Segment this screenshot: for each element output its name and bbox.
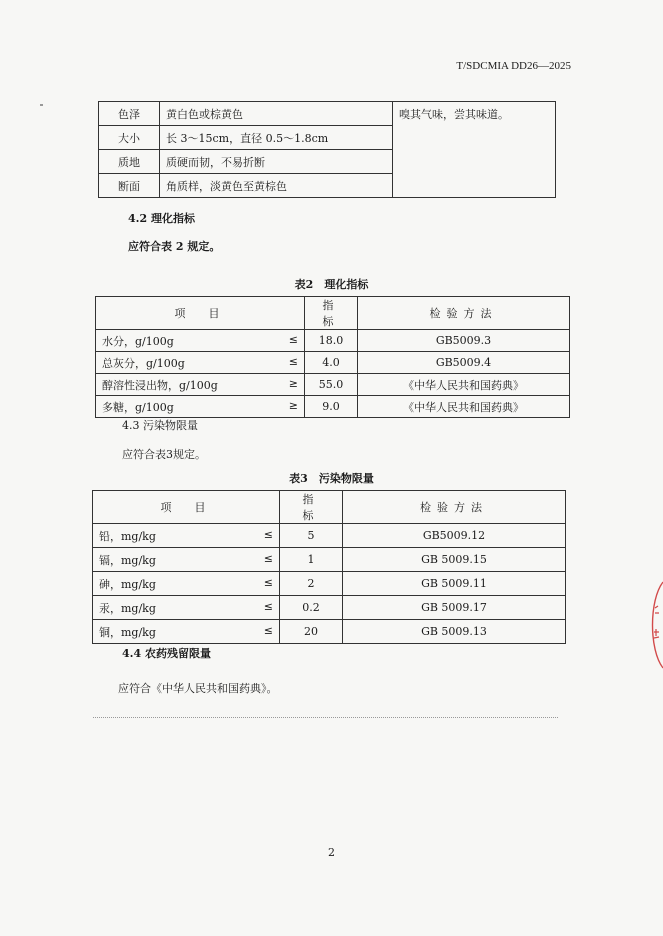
- inspection-note: 嗅其气味，尝其味道。: [393, 102, 556, 198]
- table-row: [93, 548, 566, 572]
- item-cell: [96, 352, 305, 374]
- limit-value: 18.0: [305, 330, 358, 352]
- item-cell: [93, 620, 280, 644]
- operator: ≤: [288, 354, 298, 368]
- header-method: 检验方法: [358, 297, 570, 330]
- attribute-label: 断面: [99, 174, 160, 198]
- contaminant-table: [92, 490, 566, 644]
- physicochemical-table: [95, 296, 570, 418]
- section-text-4-3: 应符合表3规定。: [122, 448, 206, 461]
- limit-value: 20: [280, 620, 343, 644]
- scan-speck: [40, 104, 43, 106]
- item-label: 砷，mg/kg: [99, 577, 156, 591]
- table-row: [93, 596, 566, 620]
- table-header-row: [93, 491, 566, 524]
- test-method: GB5009.3: [358, 330, 570, 352]
- operator: ≤: [263, 599, 273, 613]
- limit-value: 5: [280, 524, 343, 548]
- limit-value: 9.0: [305, 396, 358, 418]
- attribute-label: 色泽: [99, 102, 160, 126]
- table-row: [96, 396, 570, 418]
- attribute-value: 角质样，淡黄色至黄棕色: [160, 174, 393, 198]
- table-row: [96, 374, 570, 396]
- attribute-label: 大小: [99, 126, 160, 150]
- test-method: GB5009.12: [343, 524, 566, 548]
- table-row: [93, 524, 566, 548]
- attribute-value: 黄白色或棕黄色: [160, 102, 393, 126]
- limit-value: 4.0: [305, 352, 358, 374]
- test-method: 《中华人民共和国药典》: [358, 374, 570, 396]
- document-code: T/SDCMIA DD26—2025: [456, 60, 571, 72]
- item-cell: [93, 572, 280, 596]
- limit-value: 55.0: [305, 374, 358, 396]
- table-3-caption: 表3 污染物限量: [289, 472, 374, 485]
- header-item: 项 目: [96, 297, 305, 330]
- operator: ≥: [288, 376, 298, 390]
- test-method: GB 5009.11: [343, 572, 566, 596]
- item-cell: [96, 396, 305, 418]
- table-row: [96, 352, 570, 374]
- item-cell: [96, 330, 305, 352]
- operator: ≤: [263, 527, 273, 541]
- item-label: 醇溶性浸出物，g/100g: [102, 378, 218, 392]
- section-text-4-4: 应符合《中华人民共和国药典》。: [118, 682, 278, 695]
- item-label: 镉，mg/kg: [99, 553, 156, 567]
- test-method: GB5009.4: [358, 352, 570, 374]
- item-label: 铅，mg/kg: [99, 529, 156, 543]
- attribute-value: 长 3～15cm，直径 0.5～1.8cm: [160, 126, 393, 150]
- table-header-row: [96, 297, 570, 330]
- table-row: [93, 620, 566, 644]
- red-stamp-edge: [645, 580, 663, 670]
- item-label: 多糖，g/100g: [102, 400, 174, 414]
- operator: ≤: [263, 623, 273, 637]
- item-cell: [96, 374, 305, 396]
- table-2-caption: 表2 理化指标: [294, 278, 369, 291]
- item-label: 总灰分，g/100g: [102, 356, 185, 370]
- page-number: 2: [328, 846, 335, 859]
- item-label: 水分，g/100g: [102, 334, 174, 348]
- section-heading-4-4: 4.4 农药残留限量: [122, 647, 211, 660]
- operator: ≤: [263, 551, 273, 565]
- item-cell: [93, 548, 280, 572]
- item-label: 汞，mg/kg: [99, 601, 156, 615]
- item-label: 铜，mg/kg: [99, 625, 156, 639]
- test-method: 《中华人民共和国药典》: [358, 396, 570, 418]
- section-heading-4-2: 4.2 理化指标: [128, 212, 195, 225]
- attribute-value: 质硬而韧，不易折断: [160, 150, 393, 174]
- table-row: [99, 102, 556, 126]
- item-cell: [93, 524, 280, 548]
- header-item: 项 目: [93, 491, 280, 524]
- table-row: [96, 330, 570, 352]
- section-heading-4-3: 4.3 污染物限量: [122, 419, 198, 432]
- limit-value: 1: [280, 548, 343, 572]
- test-method: GB 5009.15: [343, 548, 566, 572]
- limit-value: 0.2: [280, 596, 343, 620]
- appearance-table: [98, 101, 556, 198]
- dotted-divider: [93, 717, 558, 718]
- section-text-4-2: 应符合表 2 规定。: [128, 240, 221, 253]
- test-method: GB 5009.17: [343, 596, 566, 620]
- attribute-label: 质地: [99, 150, 160, 174]
- header-method: 检验方法: [343, 491, 566, 524]
- operator: ≤: [288, 332, 298, 346]
- header-index: 指 标: [305, 297, 358, 330]
- header-index: 指 标: [280, 491, 343, 524]
- test-method: GB 5009.13: [343, 620, 566, 644]
- limit-value: 2: [280, 572, 343, 596]
- table-row: [93, 572, 566, 596]
- item-cell: [93, 596, 280, 620]
- operator: ≤: [263, 575, 273, 589]
- operator: ≥: [288, 398, 298, 412]
